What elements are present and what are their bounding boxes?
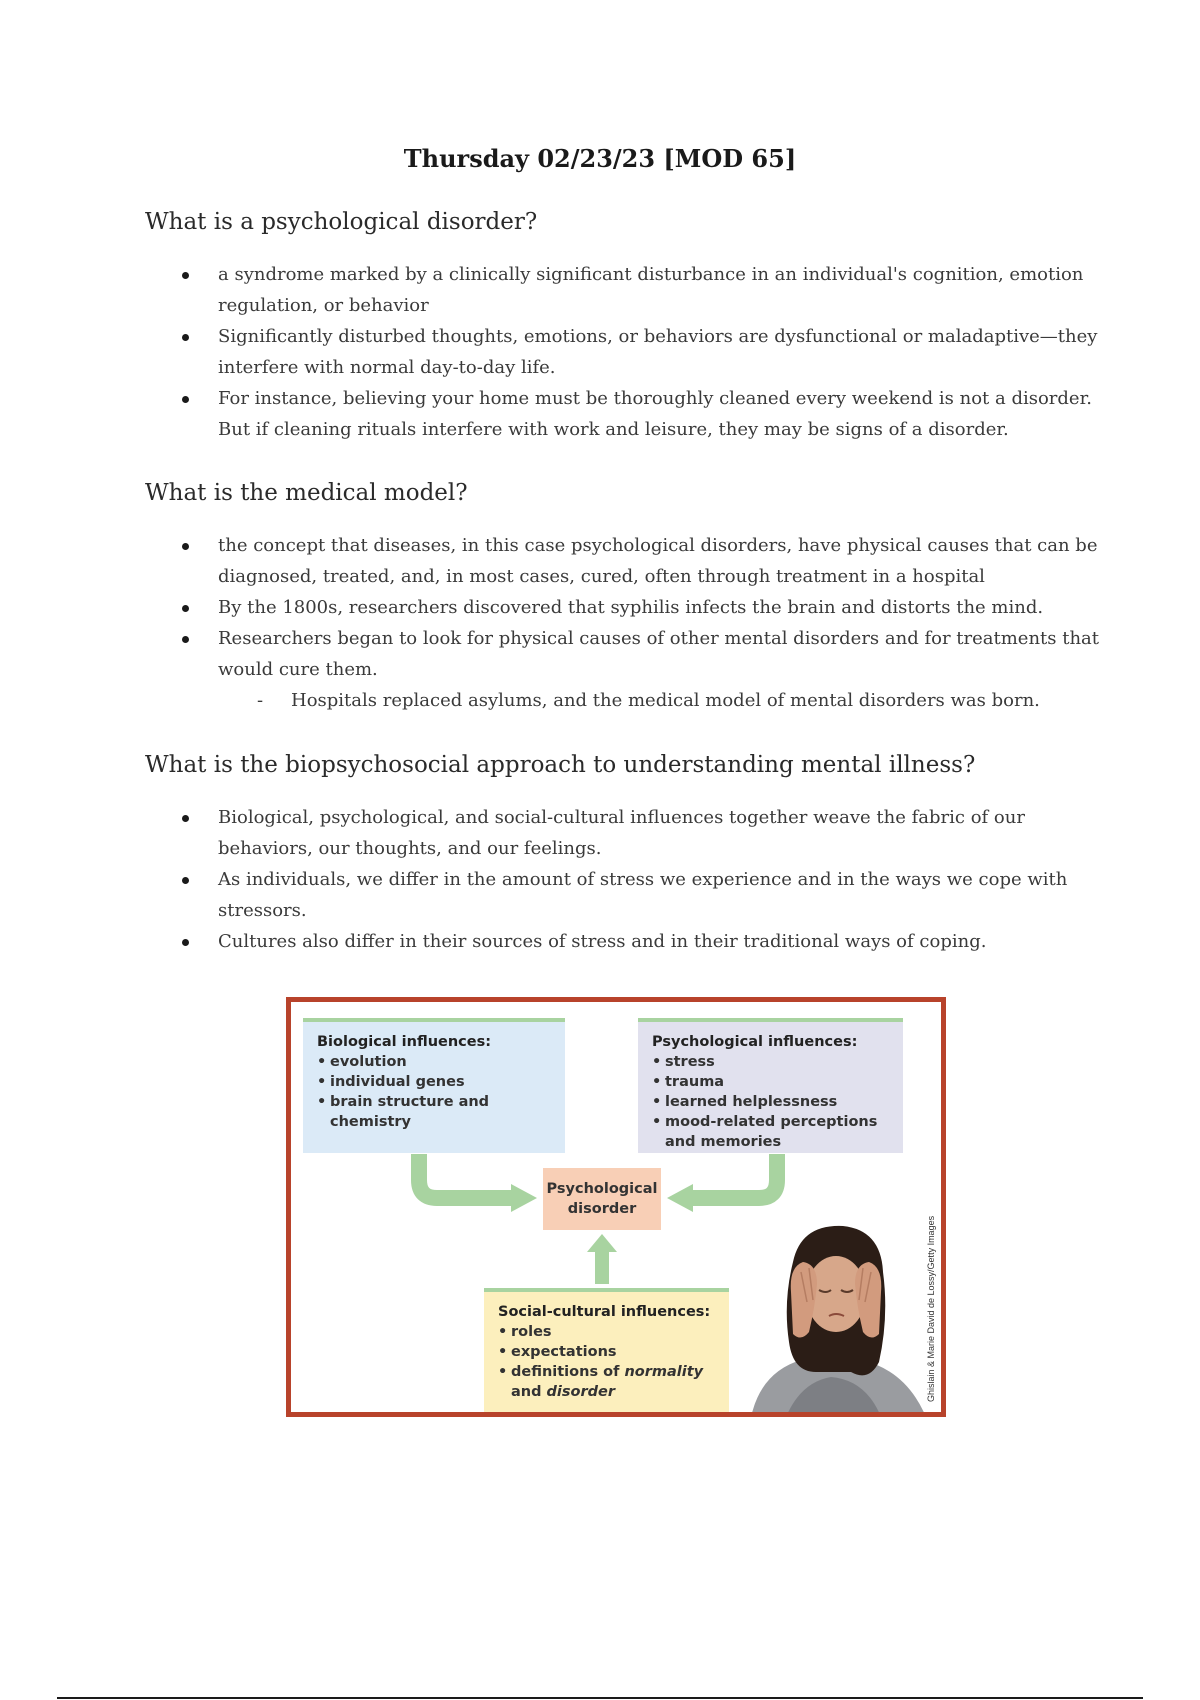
box-item: • individual genes: [317, 1072, 553, 1092]
section-heading: What is a psychological disorder?: [145, 209, 538, 235]
social-cultural-influences-box: [484, 1288, 729, 1412]
distressed-woman-photo: [731, 1222, 931, 1417]
psychological-disorder-box: [543, 1168, 661, 1230]
arrow-from-social: [595, 1248, 609, 1284]
list-item: For instance, believing your home must be thoroughly cleaned every weekend is not a disorder. But if cleaning rituals interfere with work and leisure, they may be signs of a disorder.: [145, 383, 1100, 445]
bullet-list: [145, 259, 1100, 445]
list-item: the concept that diseases, in this case psychological disorders, have physical causes that can be diagnosed, treated, and, in most cases, cured, often through treatment in a hospital: [145, 530, 1100, 592]
biological-influences-box: [303, 1018, 565, 1153]
section-heading: What is the biopsychosocial approach to understanding mental illness?: [145, 752, 976, 778]
box-title: Social-cultural influences:: [498, 1304, 711, 1320]
box-list: [317, 1052, 553, 1132]
section-heading: What is the medical model?: [145, 480, 468, 506]
photo-credit: Ghislain & Marie David de Lossy/Getty Images: [926, 1215, 936, 1402]
section-psychological-disorder: [145, 207, 1100, 445]
list-item: By the 1800s, researchers discovered that syphilis infects the brain and distorts the mind.: [145, 592, 1100, 623]
box-item-text: definitions of: [511, 1364, 625, 1380]
box-item: • evolution: [317, 1052, 553, 1072]
arrow-head-up: [587, 1234, 617, 1252]
list-item: As individuals, we differ in the amount of stress we experience and in the ways we cope with stressors.: [145, 864, 1100, 926]
list-item: Biological, psychological, and social-cultural influences together weave the fabric of our behaviors, our thoughts, and our feelings.: [145, 802, 1100, 864]
arrow-from-psychological: [691, 1154, 777, 1198]
box-item-italic: normality: [624, 1364, 704, 1380]
box-item: • stress: [652, 1052, 891, 1072]
box-item: [498, 1362, 717, 1402]
bullet-list: [145, 530, 1100, 716]
box-title: Psychological influences:: [652, 1034, 858, 1050]
page-divider: [57, 1697, 1143, 1699]
list-item: Researchers began to look for physical causes of other mental disorders and for treatments that would cure them.: [145, 623, 1100, 685]
box-item: • mood-related perceptions and memories: [652, 1112, 891, 1152]
arrow-from-biological: [419, 1154, 513, 1198]
list-item: a syndrome marked by a clinically significant disturbance in an individual's cognition, emotion regulation, or behavior: [145, 259, 1100, 321]
center-line-2: disorder: [567, 1201, 637, 1217]
psychological-influences-box: [638, 1018, 903, 1153]
list-item: Cultures also differ in their sources of stress and in their traditional ways of coping.: [145, 926, 1100, 957]
box-item: • brain structure and chemistry: [317, 1092, 553, 1132]
arrow-head-right: [511, 1184, 537, 1212]
center-line-1: Psychological: [546, 1181, 658, 1197]
box-item: • trauma: [652, 1072, 891, 1092]
box-list: [498, 1322, 717, 1402]
list-item: Significantly disturbed thoughts, emotions, or behaviors are dysfunctional or maladaptive—they interfere with normal day-to-day life.: [145, 321, 1100, 383]
arrow-head-left: [667, 1184, 693, 1212]
box-list: [652, 1052, 891, 1152]
section-biopsychosocial: [145, 750, 1100, 957]
box-title: Biological influences:: [317, 1034, 492, 1050]
page-title: Thursday 02/23/23 [MOD 65]: [403, 144, 797, 173]
box-item-text: and: [511, 1384, 547, 1400]
bullet-list: [145, 802, 1100, 957]
box-item-italic: disorder: [546, 1384, 616, 1400]
box-item: • expectations: [498, 1342, 717, 1362]
biopsychosocial-figure: [286, 997, 946, 1417]
sub-list-item: - Hospitals replaced asylums, and the medical model of mental disorders was born.: [145, 685, 1100, 716]
box-item: • learned helplessness: [652, 1092, 891, 1112]
section-medical-model: [145, 478, 1100, 716]
box-item: • roles: [498, 1322, 717, 1342]
